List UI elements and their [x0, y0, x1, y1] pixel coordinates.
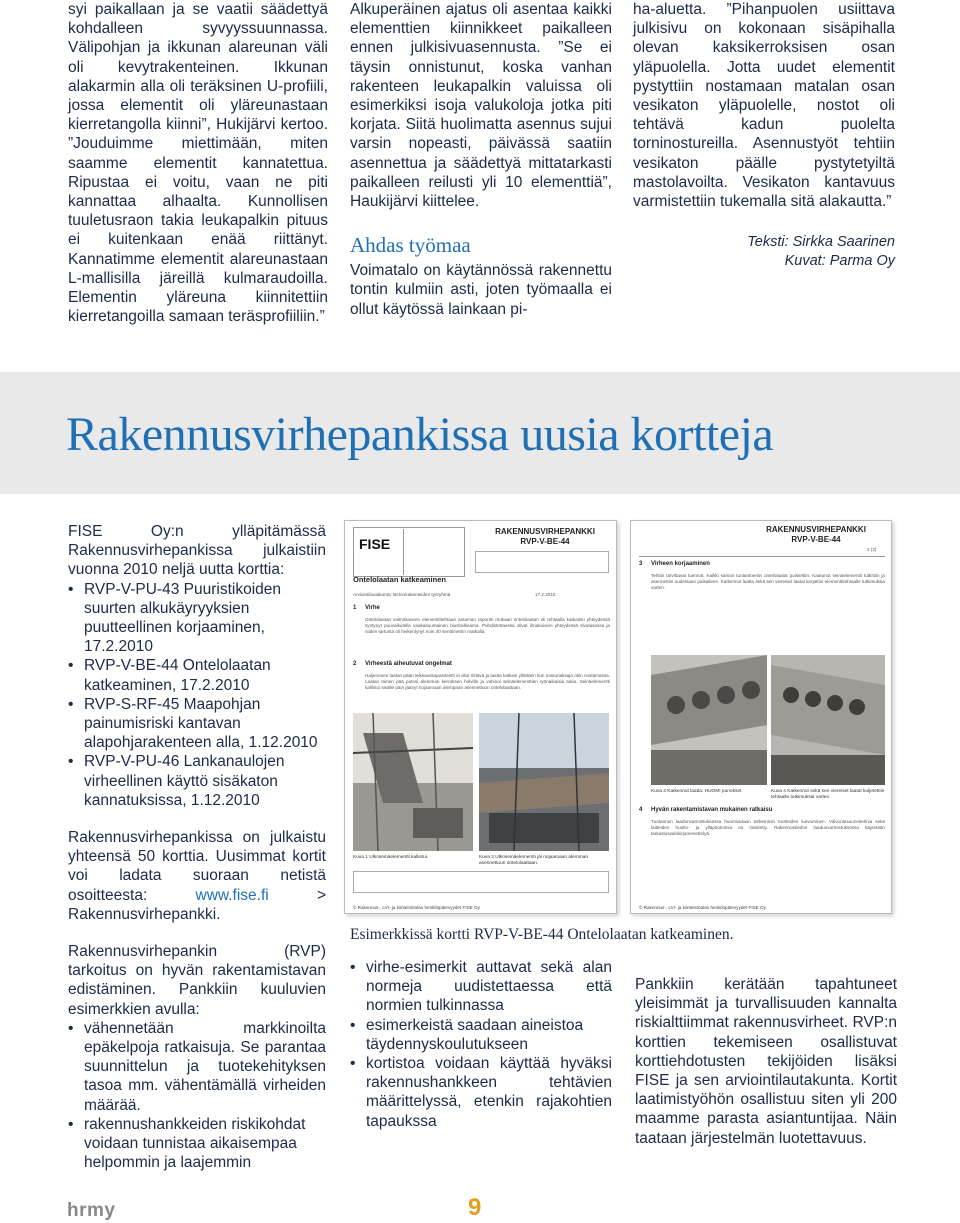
article-column-2 — [350, 0, 612, 319]
list-item: • RVP-V-PU-46 Lankanaulojen virheellinen käyttö sisäkaton kannatuksissa, 1.12.2010 — [68, 752, 326, 810]
intro-paragraph: Rakennusvirhepankin (RVP) tarkoitus on hyvän rakentamistavan edistäminen. Pankkiin kuuluvien esimerkkien avulla: — [68, 943, 326, 1018]
photo-1 — [353, 713, 473, 851]
section-text: Haljenneen laatan pään leikkauskapasiteetti ei ollut riittävä ja laatta katkesi yllättäen kun nosturiaksaja otiin nostamassa. Laatan toinen pää putosi alemman kerroksen holville ja vahinoi seinäelementtien työnaikaisia tukia. Seinäelementti kallistui sisälle päin jäänyt nojaamaan alempaan asennettuun ontelolaattaan. — [365, 673, 610, 690]
article-text: Pankkiin kerätään tapahtuneet yleisimmät ja turvallisuuden kannalta riskialttiimmat rakennusvirheet. RVP:n korttien tekemiseen osallistuvat korttiehdotusten tekijöiden lisäksi FISE ja sen arviointilautakunta. Kortit laatimistyöhön osallistuu siten yli 200 maamme parasta asiantuntijaa. Näin taataan järjestelmän luotettavuus. — [635, 976, 897, 1147]
figure-caption: Esimerkkissä kortti RVP-V-BE-44 Ontelolaatan katkeaminen. — [350, 926, 734, 943]
card-page-2 — [630, 520, 892, 914]
card-footer: © Rakennus-, LVI- ja kiinteistöalan henkilöpätevyydet FISE Oy — [639, 905, 766, 910]
card-header: RAKENNUSVIRHEPANKKI — [495, 527, 595, 536]
page-number: 9 — [468, 1194, 482, 1221]
list-item: • RVP-V-PU-43 Puuristikoiden suurten alkukäyryyksien puutteellinen korjaaminen, 17.2.2010 — [68, 580, 326, 657]
lower-column-2 — [350, 958, 612, 1131]
section-heading: Virheen korjaaminen — [651, 561, 710, 567]
credits — [633, 233, 895, 271]
list-item: • virhe-esimerkit auttavat sekä alan normeja uudistettaessa että normien tulkinnassa — [350, 958, 612, 1016]
card-title: Ontelolaatan katkeaminen — [353, 575, 446, 584]
article-text: Alkuperäinen ajatus oli asentaa kaikki elementtien kiinnikkeet paikalleen ennen julkisivuasennusta. ”Se ei täysin onnistunut, koska vanhan rakenteen leukapalkin valuissa oli esimerkiksi isoja valukoloja jotka piti korjata. Siitä huolimatta asennus sujui varsin nopeasti, päivässä saatiin asennettua ja säädettyä mittatarkasti paikalleen reilusti yli 10 elementtiä”, Haukijärvi kiittelee. — [350, 1, 612, 211]
photo-3 — [651, 655, 767, 785]
photo-3-image — [651, 655, 767, 785]
list-item: • vähennetään markkinoilta epäkelpoja ratkaisuja. Se parantaa suunnittelun ja tuotekehityksen tasoa mm. vähentämällä virheiden määrää. — [68, 1019, 326, 1115]
section-number: 3 — [639, 561, 643, 567]
text-credit: Teksti: Sirkka Saarinen — [747, 234, 895, 251]
card-code: RVP-V-BE-44 — [520, 537, 570, 546]
card-header: RAKENNUSVIRHEPANKKI — [766, 525, 866, 534]
intro-lead: FISE Oy:n ylläpitämässä Rakennusvirhepankissa julkaistiin vuonna 2010 neljä uutta korttia: — [68, 523, 326, 579]
list-item: • RVP-S-RF-45 Maapohjan painumisriski kantavan alapohjarakenteen alla, 1.12.2010 — [68, 695, 326, 753]
photo-caption-2: Kuva 2 Ulkoseinäelementti jäi nojaamaan alemman asennettuun ontelolaattaan. — [479, 855, 589, 867]
divider — [403, 529, 404, 575]
section-number: 1 — [353, 605, 357, 611]
logo-box — [353, 527, 465, 577]
photo-caption-1: Kuva 1 Ulkoseinäelementti kallistui. — [353, 855, 429, 860]
article-column-1 — [68, 0, 328, 326]
card-footer: © Rakennus-, LVI- ja kiinteistöalan henkilöpätevyydet FISE Oy — [353, 905, 480, 910]
fise-link[interactable]: www.fise.fi — [195, 886, 269, 904]
photo-2-image — [479, 713, 609, 851]
section-heading: Virhe — [365, 605, 380, 611]
photo-credit: Kuvat: Parma Oy — [784, 253, 895, 270]
classification-box — [475, 551, 609, 573]
photo-caption-4: Kuva 4 Katkennut sekä sen viereiset laatat kuljetettiin tehtaalle tutkimuksia varten. — [771, 789, 885, 801]
aims-list — [68, 1019, 326, 1173]
hrmy-logo: hrmy — [67, 1200, 116, 1221]
photo-4 — [771, 655, 885, 785]
text-span: > Rakennusvirhepankki. — [68, 886, 326, 923]
benefits-list — [350, 958, 612, 1131]
list-item: • kortistoa voidaan käyttää hyväksi rakennushankkeen tehtävien määrittelyssä, etenkin rajakohtien tapaukssa — [350, 1054, 612, 1131]
list-item: • esimerkeistä saadaan aineistoa täydennyskoulutukseen — [350, 1016, 612, 1054]
card-page-1 — [344, 520, 617, 914]
card-list — [68, 580, 326, 810]
card-page-number: 2 (2) — [867, 547, 877, 552]
card-code: RVP-V-BE-44 — [791, 535, 841, 544]
photo-4-image — [771, 655, 885, 785]
section-title: Rakennusvirhepankissa uusia kortteja — [66, 408, 774, 461]
intro-column — [68, 522, 326, 1173]
section-text: Tuotannon laadunvarmistuksessa huomioidaan tarkemmin tuotteiden kuivuminen. Valvontasuunnitelmia sekä laitteiden huolto- ja ylläpitotoimia on tiivistetty. Rakennustiedon laadunvarmistuksessa käytetään tarkastusvalokirjamenettelyä. — [651, 819, 885, 836]
article-column-3 — [633, 0, 895, 271]
photo-1-image — [353, 713, 473, 851]
article-text: syi paikallaan ja se vaatii säädettyä kohdalleen syvyyssuunnassa. Välipohjan ja ikkunan alareunan väli oli kevytrakenteinen. Ikkunan alakarmin alla oli teräksinen U-profiili, jossa elementit oli yläreunastaan kierretangolla kiinni”, Hukijärvi kertoo. ”Jouduimme miettimään, miten saamme elementit kannatettua. Ripustaa ei voitu, vaan ne piti kannattaa alhaalta. Kunnollisen tuuletusraon takia leukapalkin pituus ei kuitenkaan enää riittänyt. Kannatimme elementit alareunastaan L-mallisilla järeillä kulmaraudoilla. Elementin yläreuna kiinnitettiin kierretangoilla samaan teräsprofiiliin.” — [68, 1, 328, 326]
section-text: Ontelolaatan valmistaneen elementtitehtaan antaman raportin mukaan ontelolaatan oli tehtaalla katkaistu yhteydessä syntynyt puuvaikutelle vaakasuuntainen hiushalkeama. Puhdistettaessa olivat ilmakuivien yhteydessä sivutasossa ja niiden tartunta oli heikentynyt noin 40 senttimetrin matkalla. — [365, 617, 610, 634]
article-text: ha-aluetta. ”Pihanpuolen usiittava julkisivu on kokonaan sisäpihalla olevan kaksikerroksisen osan yläpuolella. Jotta uudet elementit pystyttiin nostamaan matalan osan vesikaton yläpuolelle, nostot oli tehtävä kadun puolelta torninostureilla. Asennustyöt tehtiin vesikaton päälle pystytetyiltä mastolavoilta. Vesikaton kantavuus varmistettiin tukemalla sitä alakautta.” — [633, 1, 895, 211]
subheading: Ahdas työmaa — [350, 233, 471, 258]
fise-logo: FISE — [359, 536, 391, 552]
section-text: Tehtiin tarvittavat tuennat. Kaikki saman tuotantoerän ontelolaatat poistettiin. Kaatunut seinäelementti tutkittiin ja asennettiin uudestaan paikalleen. Katkennut laatta sekä sen viereiset laatat korjattiin elementtitehtaalle tutkimuksia varten. — [651, 573, 885, 590]
divider — [639, 556, 885, 557]
photo-caption-3: Kuva 3 Katkennut laatta. HUOM! punokset. — [651, 789, 743, 794]
section-number: 4 — [639, 807, 643, 813]
section-heading: Virheestä aiheutuvat ongelmat — [365, 661, 452, 667]
lower-column-3 — [635, 975, 897, 1148]
disclaimer-box — [353, 871, 609, 893]
photo-2 — [479, 713, 609, 851]
article-text: Voimatalo on käytännössä rakennettu tontin kulmiin asti, joten työmaalla ei ollut käytössä lainkaan pi- — [350, 262, 612, 318]
list-item: • RVP-V-BE-44 Ontelolaatan katkeaminen, 17.2.2010 — [68, 656, 326, 694]
text-span: Rakennusvirhepankissa on julkaistu yhteensä 50 korttia. Uusimmat kortit voi ladata suoraan netistä osoitteesta: — [68, 829, 326, 904]
section-heading: Hyvän rakentamistavan mukainen ratkaisu — [651, 807, 773, 813]
list-item: • rakennushankkeiden riskikohdat voidaan tunnistaa aikaisempaa helpommin ja laajemmin — [68, 1115, 326, 1173]
card-date: 17.2.2010 — [535, 592, 556, 597]
intro-paragraph — [68, 828, 326, 924]
card-date-line: Arviointilautakunta: Betonirakenteiden työryhmä — [353, 592, 451, 597]
section-number: 2 — [353, 661, 357, 667]
